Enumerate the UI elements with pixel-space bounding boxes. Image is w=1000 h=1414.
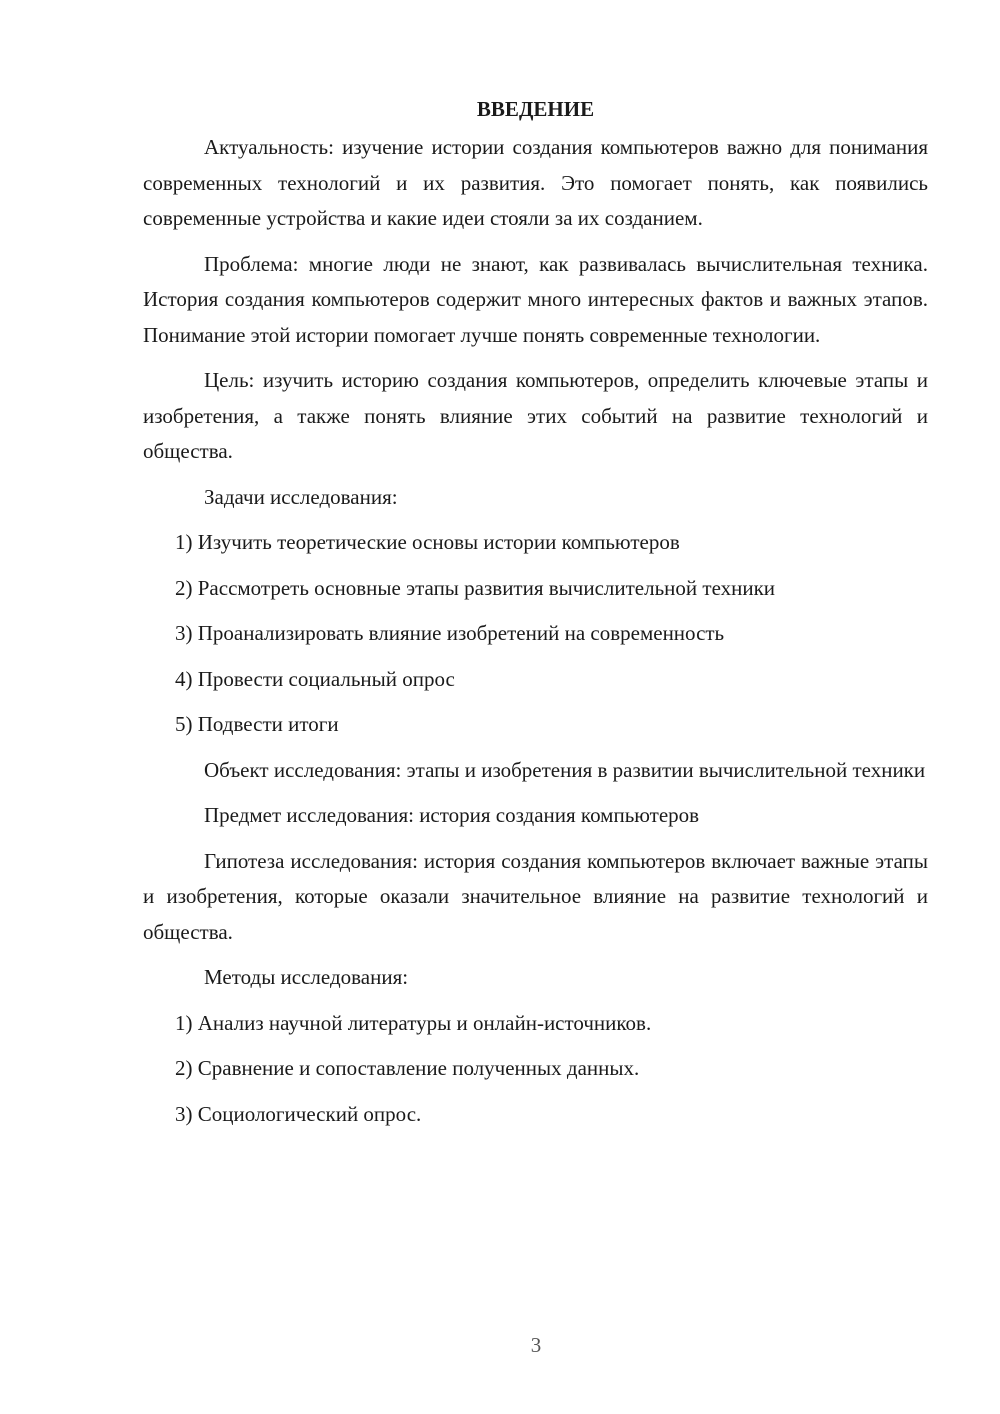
paragraph-goal: Цель: изучить историю создания компьютеров, определить ключевые этапы и изобретения, а также понять влияние этих событий на развитие технологий и общества. [143, 368, 928, 463]
methods-list [143, 1006, 928, 1133]
paragraph-relevance: Актуальность: изучение истории создания компьютеров важно для понимания современных технологий и их развития. Это помогает понять, как появились современные устройства и какие идеи стояли за их созданием. [143, 135, 928, 230]
method-item: 2) Сравнение и сопоставление полученных данных. [175, 1056, 640, 1080]
paragraph-subject: Предмет исследования: история создания компьютеров [204, 803, 700, 827]
section-title: ВВЕДЕНИЕ [476, 97, 595, 121]
task-item: 3) Проанализировать влияние изобретений на современность [175, 621, 725, 645]
method-item: 1) Анализ научной литературы и онлайн-источников. [175, 1010, 652, 1035]
page-number: 3 [530, 1333, 542, 1357]
method-item: 3) Социологический опрос. [175, 1101, 422, 1126]
paragraph-object: Объект исследования: этапы и изобретения в развитии вычислительной техники [204, 757, 926, 782]
document-page [143, 92, 928, 1142]
paragraph-problem: Проблема: многие люди не знают, как развивалась вычислительная техника. История создания компьютеров содержит много интересных фактов и важных этапов. Понимание этой истории помогает лучше понять современные технологии. [143, 251, 928, 347]
task-item: 4) Провести социальный опрос [175, 666, 455, 691]
task-item: 2) Рассмотреть основные этапы развития вычислительной техники [175, 575, 776, 600]
task-item: 1) Изучить теоретические основы истории компьютеров [175, 530, 680, 554]
tasks-heading: Задачи исследования: [204, 484, 398, 509]
task-item: 5) Подвести итоги [175, 712, 339, 736]
tasks-list [143, 525, 928, 743]
methods-heading: Методы исследования: [204, 965, 409, 989]
paragraph-hypothesis: Гипотеза исследования: история создания компьютеров включает важные этапы и изобретения, которые оказали значительное влияние на развитие технологий и общества. [143, 848, 928, 944]
